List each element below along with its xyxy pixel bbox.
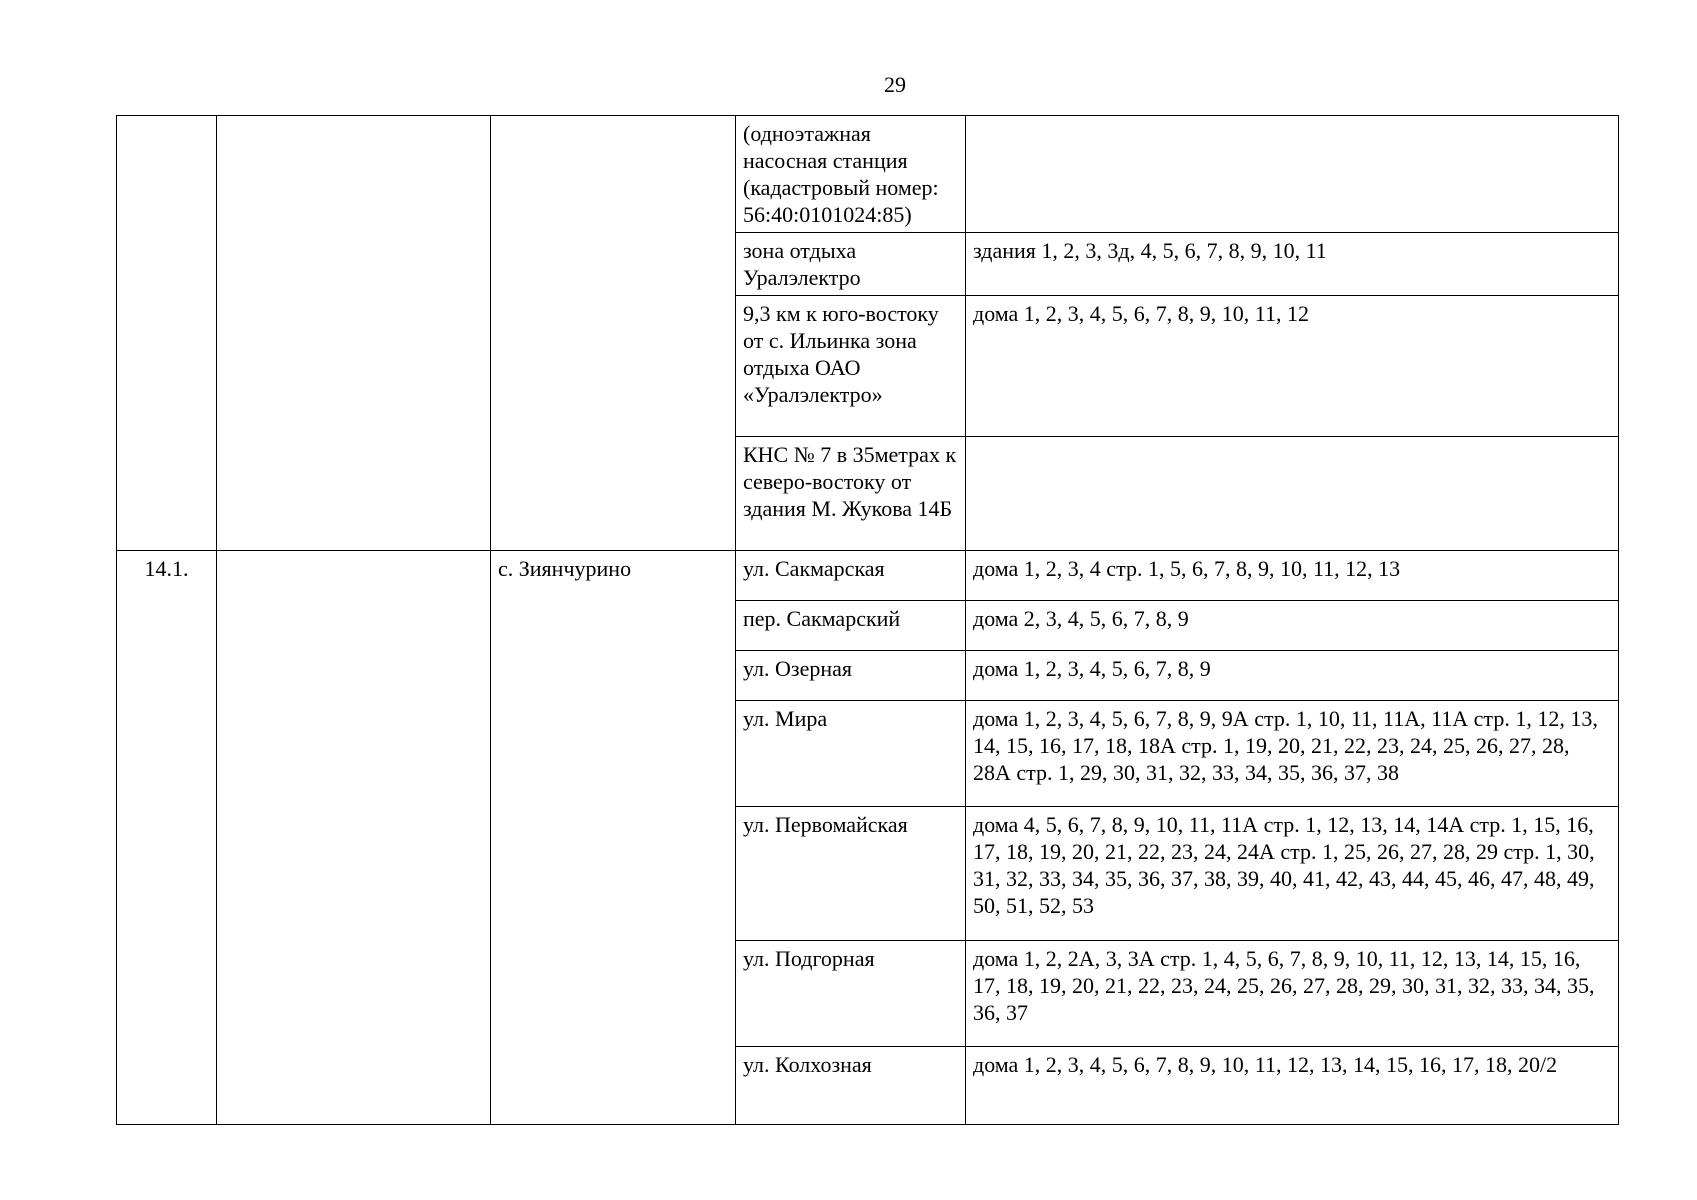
- street-cell: ул. Сакмарская: [736, 551, 966, 601]
- table-row: [117, 116, 1619, 233]
- houses-cell: дома 4, 5, 6, 7, 8, 9, 10, 11, 11А стр. 1, 12, 13, 14, 14А стр. 1, 15, 16, 17, 18, 19, 20, 21, 22, 23, 24, 24А стр. 1, 25, 26, 27, 28, 29 стр. 1, 30, 31, 32, 33, 34, 35, 36, 37, 38, 39, 40, 41, 42, 43, 44, 45, 46, 47, 48, 49, 50, 51, 52, 53: [966, 807, 1619, 941]
- houses-cell: [966, 116, 1619, 233]
- houses-cell: дома 1, 2, 2А, 3, 3А стр. 1, 4, 5, 6, 7, 8, 9, 10, 11, 12, 13, 14, 15, 16, 17, 18, 19, 20, 21, 22, 23, 24, 25, 26, 27, 28, 29, 30, 31, 32, 33, 34, 35, 36, 37: [966, 941, 1619, 1047]
- street-cell: ул. Первомайская: [736, 807, 966, 941]
- houses-cell: дома 1, 2, 3, 4 стр. 1, 5, 6, 7, 8, 9, 10, 11, 12, 13: [966, 551, 1619, 601]
- locality-cell: [491, 116, 736, 551]
- street-cell: ул. Колхозная: [736, 1047, 966, 1125]
- houses-cell: здания 1, 2, 3, 3д, 4, 5, 6, 7, 8, 9, 10, 11: [966, 233, 1619, 296]
- district-cell: [217, 116, 491, 551]
- page-number: 29: [884, 72, 906, 97]
- street-cell: пер. Сакмарский: [736, 601, 966, 651]
- houses-cell: дома 1, 2, 3, 4, 5, 6, 7, 8, 9, 10, 11, 12, 13, 14, 15, 16, 17, 18, 20/2: [966, 1047, 1619, 1125]
- section-number: 14.1.: [117, 551, 217, 1125]
- houses-cell: дома 1, 2, 3, 4, 5, 6, 7, 8, 9, 9А стр. 1, 10, 11, 11А, 11А стр. 1, 12, 13, 14, 15, 16, 17, 18, 18А стр. 1, 19, 20, 21, 22, 23, 24, 25, 26, 27, 28, 28А стр. 1, 29, 30, 31, 32, 33, 34, 35, 36, 37, 38: [966, 701, 1619, 807]
- street-cell: ул. Мира: [736, 701, 966, 807]
- address-table: [116, 115, 1619, 1125]
- houses-cell: [966, 437, 1619, 551]
- table-row: [117, 551, 1619, 601]
- houses-cell: дома 1, 2, 3, 4, 5, 6, 7, 8, 9, 10, 11, 12: [966, 296, 1619, 437]
- street-cell: (одноэтажная насосная станция (кадастровый номер: 56:40:0101024:85): [736, 116, 966, 233]
- street-cell: 9,3 км к юго-востоку от с. Ильинка зона отдыха ОАО «Уралэлектро»: [736, 296, 966, 437]
- street-cell: ул. Подгорная: [736, 941, 966, 1047]
- street-cell: зона отдыха Уралэлектро: [736, 233, 966, 296]
- houses-cell: дома 2, 3, 4, 5, 6, 7, 8, 9: [966, 601, 1619, 651]
- district-cell: [217, 551, 491, 1125]
- houses-cell: дома 1, 2, 3, 4, 5, 6, 7, 8, 9: [966, 651, 1619, 701]
- number-cell: [117, 116, 217, 551]
- street-cell: ул. Озерная: [736, 651, 966, 701]
- street-cell: КНС № 7 в 35метрах к северо-востоку от здания М. Жукова 14Б: [736, 437, 966, 551]
- locality-name: с. Зиянчурино: [491, 551, 736, 1125]
